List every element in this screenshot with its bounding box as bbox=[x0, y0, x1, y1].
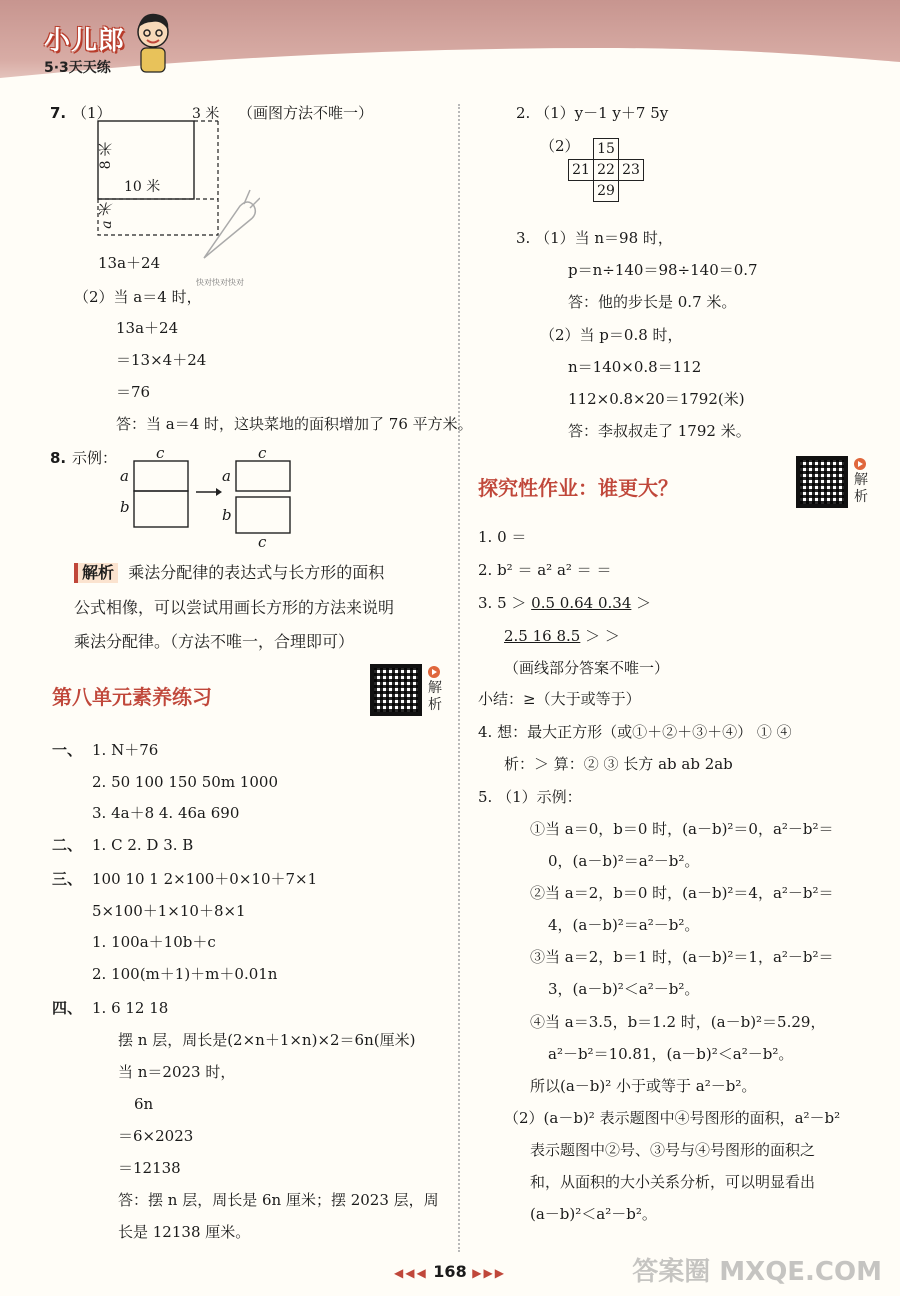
q7-line2: ＝13×4＋24 bbox=[116, 351, 207, 369]
page-number: 168 bbox=[433, 1262, 467, 1281]
rq3-line7: 答：李叔叔走了 1792 米。 bbox=[568, 422, 751, 440]
e5-line13: 和，从面积的大小关系分析，可以明显看出 bbox=[530, 1173, 816, 1191]
q8-b-1: b bbox=[120, 498, 130, 516]
grid-cell: 29 bbox=[594, 181, 619, 202]
q7-fig-a-label: a 米 bbox=[99, 202, 115, 229]
e5-line14: (a－b)²＜a²－b²。 bbox=[530, 1205, 657, 1223]
q7-line3: ＝76 bbox=[116, 383, 151, 401]
e1-line: 1. 0 ＝ bbox=[478, 528, 527, 546]
q8-a-2: a bbox=[222, 467, 231, 485]
qr-label-explore bbox=[854, 458, 870, 506]
play-icon bbox=[428, 666, 440, 678]
e5-line5: 4，(a－b)²＝a²－b²。 bbox=[548, 916, 700, 934]
e3-part-a: 3. 5 ＞ bbox=[478, 594, 532, 612]
q7-number: 7. bbox=[50, 104, 67, 122]
logo-subtitle: 5·3天天练 bbox=[44, 60, 111, 76]
q7-part1: （1） bbox=[72, 104, 112, 122]
s3-line1: 100 10 1 2×100＋0×10＋7×1 bbox=[92, 870, 318, 888]
s4-line8: 长是 12138 厘米。 bbox=[118, 1223, 251, 1241]
q8-figure bbox=[130, 458, 296, 536]
qr-label-char2: 析 bbox=[854, 489, 868, 505]
e2-line: 2. b² ＝ a² a² ＝ ＝ bbox=[478, 561, 612, 579]
s4-head: 四、 bbox=[52, 999, 83, 1017]
rq3-line5: n＝140×0.8＝112 bbox=[568, 358, 702, 376]
qr-code-unit8[interactable] bbox=[370, 664, 422, 716]
rq3-line4: （2）当 p＝0.8 时， bbox=[540, 326, 683, 344]
qr-label-char2: 析 bbox=[428, 697, 442, 713]
q7-fig-bottom-label: 10 米 bbox=[124, 179, 161, 195]
grid-cell: 15 bbox=[594, 139, 619, 160]
summary-line: 小结：≥（大于或等于） bbox=[478, 690, 641, 708]
e5-line8: ④当 a＝3.5，b＝1.2 时，(a－b)²＝5.29， bbox=[530, 1013, 826, 1031]
jiexi-text1: 乘法分配律的表达式与长方形的面积 bbox=[128, 563, 385, 582]
q7-part2: （2）当 a＝4 时， bbox=[74, 288, 202, 306]
unit-8-title: 第八单元素养练习 bbox=[52, 685, 212, 709]
jiexi-tag: 解析 bbox=[74, 563, 118, 583]
q8-rect-a2 bbox=[236, 461, 290, 491]
q7-answer: 答：当 a＝4 时，这块菜地的面积增加了 76 平方米。 bbox=[116, 415, 473, 433]
grid-cell: 23 bbox=[619, 160, 644, 181]
rq3-line2: p＝n÷140＝98÷140＝0.7 bbox=[568, 261, 758, 279]
s4-line6: ＝12138 bbox=[118, 1159, 181, 1177]
s1-line2: 2. 50 100 150 50m 1000 bbox=[92, 773, 278, 791]
q8-rect-b2 bbox=[236, 497, 290, 533]
q8-b-2: b bbox=[222, 506, 232, 524]
stamp-text: 快对快对快对 bbox=[196, 278, 244, 287]
q7-fig-top-label: 3 米 bbox=[192, 106, 220, 122]
e5-line2: ①当 a＝0，b＝0 时，(a－b)²＝0，a²－b²＝ bbox=[530, 820, 834, 838]
q7-note: （画图方法不唯一） bbox=[238, 104, 374, 122]
rq3-line1: 3. （1）当 n＝98 时， bbox=[516, 229, 673, 247]
explore-title: 探究性作业：谁更大？ bbox=[478, 476, 678, 500]
s4-line1: 1. 6 12 18 bbox=[92, 999, 169, 1017]
q8-number: 8. bbox=[50, 449, 67, 467]
jiexi-line2: 公式相像，可以尝试用画长方形的方法来说明 bbox=[74, 598, 395, 617]
q8-label: 示例： bbox=[72, 449, 118, 467]
qr-label-char1: 解 bbox=[854, 472, 868, 488]
s4-line7: 答：摆 n 层，周长是 6n 厘米；摆 2023 层，周 bbox=[118, 1191, 439, 1209]
qr-label-char1: 解 bbox=[428, 680, 442, 696]
s3-head: 三、 bbox=[52, 870, 83, 888]
column-divider bbox=[458, 104, 460, 1252]
q8-c-top-2: c bbox=[258, 444, 267, 462]
e5-line7: 3，(a－b)²＜a²－b²。 bbox=[548, 980, 700, 998]
jiexi-line3: 乘法分配律。（方法不唯一，合理即可） bbox=[74, 632, 355, 651]
e3-underline-1: 0.5 0.64 0.34 bbox=[531, 594, 632, 612]
play-icon bbox=[854, 458, 866, 470]
s3-line3: 1. 100a＋10b＋c bbox=[92, 933, 216, 951]
e5-line9: a²－b²＝10.81，(a－b)²＜a²－b²。 bbox=[548, 1045, 794, 1063]
e5-line4: ②当 a＝2，b＝0 时，(a－b)²＝4，a²－b²＝ bbox=[530, 884, 834, 902]
s4-line3: 当 n＝2023 时， bbox=[118, 1063, 236, 1081]
watermark: 答案圈 MXQE.COM bbox=[632, 1257, 882, 1287]
grid-cell: 21 bbox=[569, 160, 594, 181]
rq2-line2: （2） bbox=[540, 137, 580, 155]
e3-part-c: ＞ ＞ bbox=[580, 627, 620, 645]
e5-line12: 表示题图中②号、③号与④号图形的面积之 bbox=[530, 1141, 816, 1159]
q7-line1: 13a＋24 bbox=[116, 319, 179, 337]
s2-line: 1. C 2. D 3. B bbox=[92, 836, 194, 854]
q8-c-top-1: c bbox=[156, 444, 165, 462]
mascot-icon bbox=[132, 10, 174, 78]
s1-line3: 3. 4a＋8 4. 46a 690 bbox=[92, 804, 240, 822]
q8-rect-b bbox=[134, 491, 188, 527]
s3-line2: 5×100＋1×10＋8×1 bbox=[92, 902, 246, 920]
carrot-stamp-icon bbox=[196, 188, 260, 278]
rq2-line1: 2. （1）y－1 y＋7 5y bbox=[516, 104, 669, 122]
e3-line1 bbox=[478, 593, 651, 613]
e4-line1: 4. 想：最大正方形（或①＋②＋③＋④） ① ④ bbox=[478, 723, 792, 741]
e3-part-b: ＞ bbox=[631, 594, 652, 612]
s4-line5: ＝6×2023 bbox=[118, 1127, 194, 1145]
left-arrows-icon: ◀◀◀ bbox=[394, 1266, 428, 1280]
e5-line1: 5. （1）示例： bbox=[478, 788, 582, 806]
right-arrows-icon: ▶▶▶ bbox=[472, 1266, 506, 1280]
s4-line2: 摆 n 层，周长是(2×n＋1×n)×2＝6n(厘米) bbox=[118, 1031, 416, 1049]
q8-rect-a bbox=[134, 461, 188, 491]
qr-code-explore[interactable] bbox=[796, 456, 848, 508]
e5-line6: ③当 a＝2，b＝1 时，(a－b)²＝1，a²－b²＝ bbox=[530, 948, 834, 966]
e3-note: （画线部分答案不唯一） bbox=[504, 659, 670, 677]
rq3-line3: 答：他的步长是 0.7 米。 bbox=[568, 293, 737, 311]
jiexi-line1 bbox=[74, 563, 384, 583]
q8-a-1: a bbox=[120, 467, 129, 485]
q7-fig-left-label: 8 米 bbox=[98, 142, 114, 170]
logo-title: 小儿郎 bbox=[44, 26, 126, 56]
e5-line3: 0，(a－b)²＝a²－b²。 bbox=[548, 852, 700, 870]
q8-arrow-head bbox=[216, 488, 222, 496]
s4-line4: 6n bbox=[134, 1095, 154, 1113]
q8-c-bottom-2: c bbox=[258, 533, 267, 551]
brand-logo bbox=[44, 20, 125, 77]
qr-label-unit8 bbox=[428, 666, 444, 714]
e3-underline-2: 2.5 16 8.5 bbox=[504, 627, 581, 645]
e5-line10: 所以(a－b)² 小于或等于 a²－b²。 bbox=[530, 1077, 757, 1095]
number-grid bbox=[568, 138, 644, 202]
s2-head: 二、 bbox=[52, 836, 83, 854]
q7-expression: 13a＋24 bbox=[98, 254, 161, 272]
s1-head: 一、 bbox=[52, 741, 83, 759]
s1-line1: 1. N＋76 bbox=[92, 741, 159, 759]
e4-line2: 析：＞ 算：② ③ 长方 ab ab 2ab bbox=[504, 755, 733, 773]
e5-line11: （2）(a－b)² 表示题图中④号图形的面积，a²－b² bbox=[504, 1109, 841, 1127]
rq3-line6: 112×0.8×20＝1792(米) bbox=[568, 390, 745, 408]
grid-cell: 22 bbox=[594, 160, 619, 181]
s3-line4: 2. 100(m＋1)＋m＋0.01n bbox=[92, 965, 278, 983]
e3-line2 bbox=[504, 626, 620, 646]
